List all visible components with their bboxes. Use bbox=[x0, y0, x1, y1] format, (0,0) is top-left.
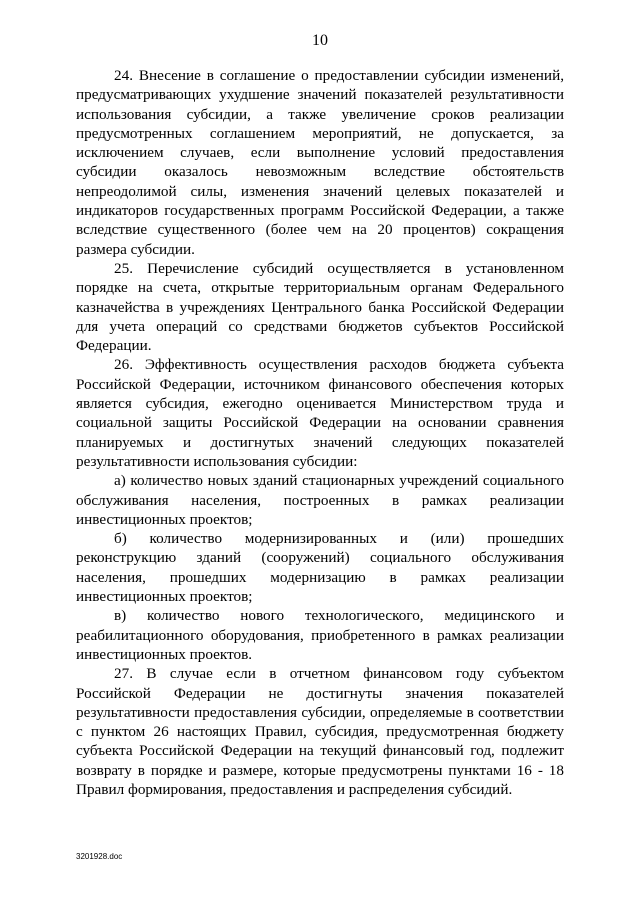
list-item-b-modernized-buildings: б) количество модернизированных и (или) прошедших реконструкцию зданий (сооружений) социального обслуживания населения, прошедших модернизацию в рамках реализации инвестиционных проектов; bbox=[76, 530, 564, 606]
paragraph-24-amendment-restrictions: 24. Внесение в соглашение о предоставлении субсидии изменений, предусматривающих ухудшение значений показателей результативности использования субсидии, а также увеличение сроков реализации предусмотренных соглашением мероприятий, не допускается, за исключением случаев, если выполнение условий предоставления субсидии оказалось невозможным вследствие обстоятельств непреодолимой силы, изменения значений целевых показателей и индикаторов государственных программ Российской Федерации, а также вследствие существенного (более чем на 20 процентов) сокращения размера субсидии. bbox=[76, 67, 564, 258]
document-body bbox=[76, 66, 564, 799]
footer-filename: 3201928.doc bbox=[76, 852, 123, 861]
list-item-c-equipment: в) количество нового технологического, медицинского и реабилитационного оборудования, приобретенного в рамках реализации инвестиционных проектов. bbox=[76, 607, 564, 663]
list-item-a-new-buildings: а) количество новых зданий стационарных учреждений социального обслуживания населения, построенных в рамках реализации инвестиционных проектов; bbox=[76, 472, 564, 528]
page-number: 10 bbox=[312, 32, 328, 49]
paragraph-25-subsidy-transfer: 25. Перечисление субсидий осуществляется в установленном порядке на счета, открытые территориальным органам Федерального казначейства в учреждениях Центрального банка Российской Федерации для учета операций со средствами бюджетов субъектов Российской Федерации. bbox=[76, 259, 564, 355]
paragraph-26-efficiency-evaluation: 26. Эффективность осуществления расходов бюджета субъекта Российской Федерации, источником финансового обеспечения которых является субсидия, ежегодно оценивается Министерством труда и социальной защиты Российской Федерации на основании сравнения планируемых и достигнутых значений следующих показателей результативности использования субсидии: bbox=[76, 356, 564, 470]
paragraph-27-subsidy-return: 27. В случае если в отчетном финансовом году субъектом Российской Федерации не достигнуты значения показателей результативности предоставления субсидии, определяемые в соответствии с пунктом 26 настоящих Правил, субсидия, предусмотренная бюджету субъекта Российской Федерации на текущий финансовый год, подлежит возврату в порядке и размере, которые предусмотрены пунктами 16 - 18 Правил формирования, предоставления и распределения субсидий. bbox=[76, 665, 564, 798]
